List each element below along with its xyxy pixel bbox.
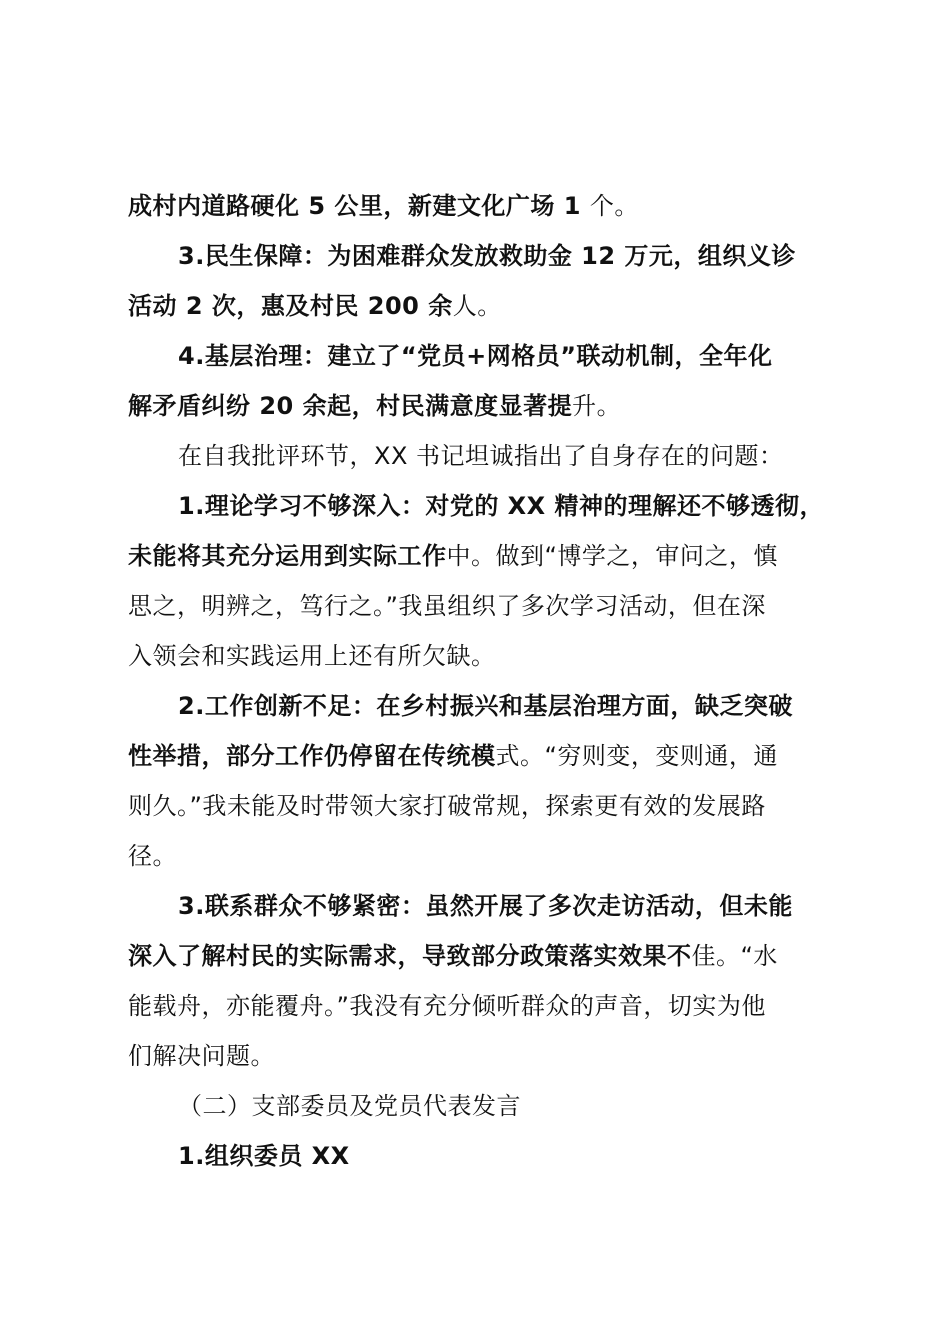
bold-text: 性举措，部分工作仍停留在传统模 — [128, 742, 496, 770]
regular-text: 人。 — [452, 292, 502, 320]
regular-text: 们解决问题。 — [128, 1042, 275, 1070]
bold-text: 活动 2 次，惠及村民 200 余 — [128, 292, 453, 320]
regular-text: 式。“穷则变，变则通，通 — [495, 742, 778, 770]
paragraph-line — [128, 986, 766, 1026]
paragraph-line — [178, 486, 824, 526]
bold-text: 1.组织委员 XX — [178, 1142, 350, 1170]
regular-text: 个。 — [589, 192, 639, 220]
paragraph-line — [128, 186, 639, 226]
regular-text: 中。做到“博学之，审问之，慎 — [446, 542, 778, 570]
paragraph-line — [128, 1036, 275, 1076]
bold-text: 解矛盾纠纷 20 余起，村民满意度显著提 — [128, 392, 573, 420]
paragraph-line — [128, 936, 778, 976]
paragraph-line — [178, 436, 784, 476]
bold-text: 成村内道路硬化 5 公里，新建文化广场 1 — [128, 192, 590, 220]
bold-text: 2.工作创新不足：在乡村振兴和基层治理方面，缺乏突破 — [178, 692, 793, 720]
paragraph-line — [128, 586, 766, 626]
paragraph-line — [178, 236, 796, 276]
regular-text: 升。 — [572, 392, 622, 420]
paragraph-line — [128, 786, 766, 826]
paragraph-line — [178, 336, 772, 376]
bold-text: 未能将其充分运用到实际工作 — [128, 542, 447, 570]
paragraph-line — [128, 286, 502, 326]
paragraph-line — [128, 636, 496, 676]
paragraph-line — [178, 686, 793, 726]
regular-text: （二）支部委员及党员代表发言 — [178, 1092, 521, 1120]
paragraph-line — [128, 386, 621, 426]
paragraph-line — [128, 536, 778, 576]
subsection-heading — [178, 1136, 350, 1176]
regular-text: 思之，明辨之，笃行之。”我虽组织了多次学习活动，但在深 — [128, 592, 766, 620]
bold-text: 3.联系群众不够紧密：虽然开展了多次走访活动，但未能 — [178, 892, 793, 920]
regular-text: 佳。“水 — [691, 942, 778, 970]
bold-text: 1.理论学习不够深入：对党的 XX 精神的理解还不够透彻， — [178, 492, 825, 520]
bold-text: 3.民生保障：为困难群众发放救助金 12 万元，组织义诊 — [178, 242, 796, 270]
bold-text: 4.基层治理：建立了“党员+网格员”联动机制，全年化 — [178, 342, 773, 370]
regular-text: 能载舟，亦能覆舟。”我没有充分倾听群众的声音，切实为他 — [128, 992, 766, 1020]
paragraph-line — [178, 886, 793, 926]
regular-text: 径。 — [128, 842, 177, 870]
paragraph-line — [128, 836, 177, 876]
section-heading — [178, 1086, 521, 1126]
regular-text: 在自我批评环节，XX 书记坦诚指出了自身存在的问题： — [178, 442, 784, 470]
bold-text: 深入了解村民的实际需求，导致部分政策落实效果不 — [128, 942, 692, 970]
regular-text: 则久。”我未能及时带领大家打破常规，探索更有效的发展路 — [128, 792, 766, 820]
regular-text: 入领会和实践运用上还有所欠缺。 — [128, 642, 496, 670]
paragraph-line — [128, 736, 778, 776]
